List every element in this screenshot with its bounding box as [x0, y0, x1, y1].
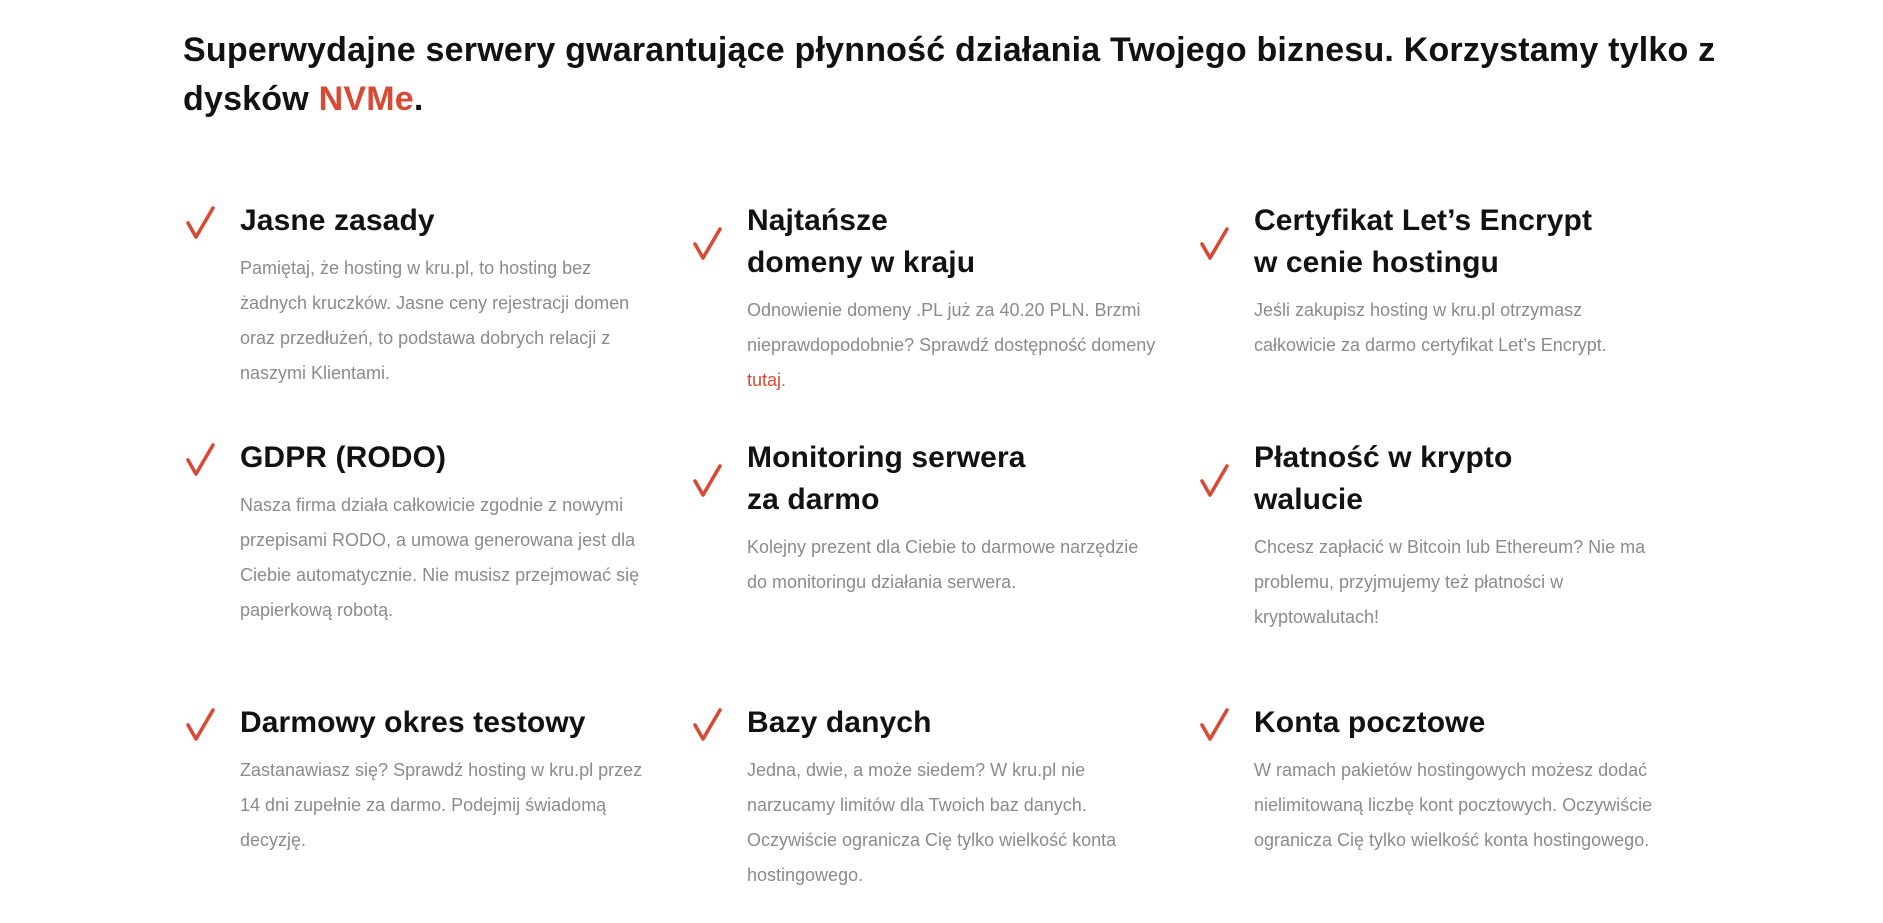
feature-title: Monitoring serwera za darmo — [747, 441, 1026, 516]
feature-title: Jasne zasady — [240, 204, 435, 237]
feature-description: Kolejny prezent dla Ciebie to darmowe narzędzie do monitoringu działania serwera. — [747, 537, 1139, 592]
check-domain-link[interactable]: tutaj — [747, 370, 782, 390]
headline-period: . — [413, 80, 424, 118]
checkmark-icon — [1197, 225, 1231, 265]
feature-title: Konta pocztowe — [1254, 706, 1486, 739]
checkmark-icon — [183, 706, 217, 746]
headline-accent-nvme: NVMe — [318, 80, 414, 118]
feature-description: Chcesz zapłacić w Bitcoin lub Ethereum? Nie ma problemu, przyjmujemy też płatności w kryptowalutach! — [1254, 537, 1646, 627]
checkmark-icon — [183, 204, 217, 244]
checkmark-icon — [690, 706, 724, 746]
checkmark-icon — [690, 462, 724, 502]
feature-description: Odnowienie domeny .PL już za 40.20 PLN. Brzmi nieprawdopodobnie? Sprawdź dostępność domeny tutaj. — [747, 300, 1156, 390]
feature-title: Bazy danych — [747, 706, 932, 739]
feature-title: Darmowy okres testowy — [240, 706, 586, 739]
feature-description: Nasza firma działa całkowicie zgodnie z nowymi przepisami RODO, a umowa generowana jest dla Ciebie automatycznie. Nie musisz przejmować się papierkową robotą. — [240, 495, 640, 620]
feature-description: W ramach pakietów hostingowych możesz dodać nielimitowaną liczbę kont pocztowych. Oczywiście ogranicza Cię tylko wielkość konta hostingowego. — [1254, 760, 1653, 850]
headline-text: Superwydajne serwery gwarantujące płynność działania Twojego biznesu. Korzystamy tylko z dysków — [183, 31, 1716, 118]
page-headline — [183, 26, 1743, 124]
checkmark-icon — [1197, 462, 1231, 502]
feature-title: Certyfikat Let’s Encrypt w cenie hostingu — [1254, 204, 1593, 279]
feature-description: Pamiętaj, że hosting w kru.pl, to hosting bez żadnych kruczków. Jasne ceny rejestracji domen oraz przedłużeń, to podstawa dobrych relacji z naszymi Klientami. — [240, 258, 630, 383]
feature-title: GDPR (RODO) — [240, 441, 447, 474]
checkmark-icon — [690, 225, 724, 265]
checkmark-icon — [183, 441, 217, 481]
checkmark-icon — [1197, 706, 1231, 746]
feature-description: Jeśli zakupisz hosting w kru.pl otrzymasz całkowicie za darmo certyfikat Let’s Encrypt. — [1254, 300, 1607, 355]
feature-description: Zastanawiasz się? Sprawdź hosting w kru.pl przez 14 dni zupełnie za darmo. Podejmij świadomą decyzję. — [240, 760, 643, 850]
feature-title: Płatność w krypto walucie — [1254, 441, 1513, 516]
feature-description: Jedna, dwie, a może siedem? W kru.pl nie narzucamy limitów dla Twoich baz danych. Oczywiście ogranicza Cię tylko wielkość konta hostingowego. — [747, 760, 1117, 885]
feature-title: Najtańsze domeny w kraju — [747, 204, 976, 279]
